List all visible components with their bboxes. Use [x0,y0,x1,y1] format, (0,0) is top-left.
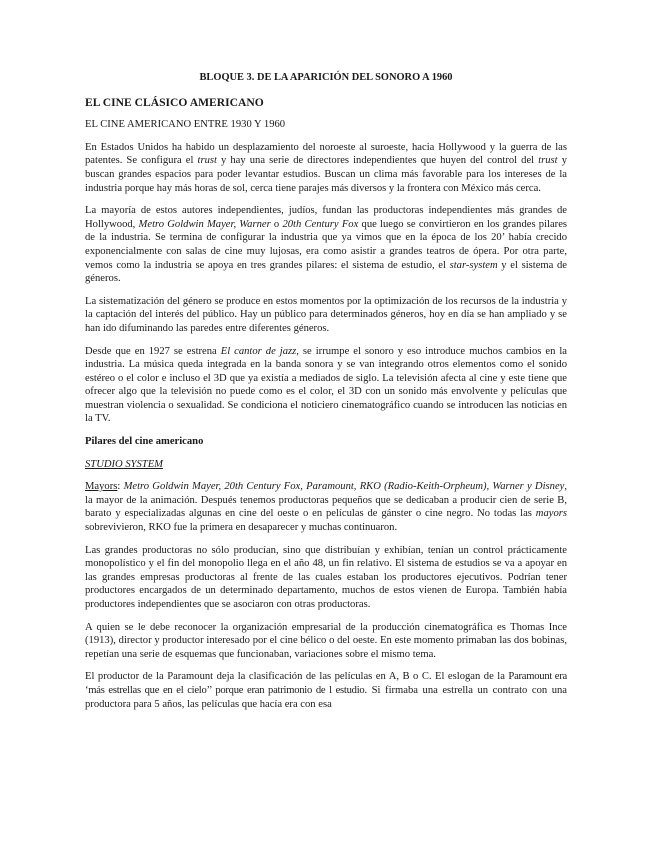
section-heading: EL CINE CLÁSICO AMERICANO [85,95,264,109]
paragraph-3 [85,295,567,336]
paragraph-8 [85,670,567,711]
p6-run-0: Las grandes productoras no sólo producían, sino que distribuían y exhibían, tenían un control prácticamente monopolístico y el fin del monopolio llega en el año 48, un fin relativo. El sistema de estudios se va a apoyar en las grandes empresas productoras al frente de las cuales estaban los productores ejecutivos. Podrían tener productores encargados de un determinado departamento, muchos de estos vienen de Europa. También había productores independientes que se asociaron con otras productoras. [85,544,567,610]
p3-run-0: La sistematización del género se produce en estos momentos por la optimización de los recursos de la industria y la captación del interés del público. Hay un público para determinados géneros, hoy en día se han ampliado y se han ido difuminando las paredes entre diferentes géneros. [85,295,567,334]
p5-run-5: sobrevivieron, RKO fue la primera en desaparecer y muchas continuaron. [85,522,398,534]
p1-run-0: En Estados Unidos ha habido un desplazamiento del noroeste al suroeste, hacia Hollywood y la guerra de las patentes. Se configura el [85,141,567,167]
p5-run-0: Mayors [85,481,118,493]
p1-run-3: trust [538,155,558,167]
p2-run-0: La mayoría de estos autores independientes, judíos, fundan las productoras independientes más grandes de Hollywood, [85,205,567,230]
p1-run-2: y hay una serie de directores independientes que huyen del control del [216,155,539,167]
p2-run-4: que luego se convirtieron en los grandes pilares de la industria. Se termina de configurar la industria que ya vimos que en la época de los 20’ había crecido exponencialmente con salas de cine muy lujosas, era como asistir a grandes teatros de ópera. Por otra parte, vemos como la industria se apoya en tres grandes pilares: el sistema de estudio, el [85,218,568,271]
document-title: BLOQUE 3. DE LA APARICIÓN DEL SONORO A 1960 [199,72,453,83]
p7-run-0: A quien se le debe reconocer la organización empresarial de la producción cinematográfica es Thomas Ince (1913), director y productor interesado por el cine bélico o del oeste. En este momento primaban las dos bobinas, repetían una serie de esquemas que funcionaban, variaciones sobre el mismo tema. [85,621,567,660]
studio-system-heading: STUDIO SYSTEM [85,458,163,470]
paragraph-4 [85,345,567,427]
paragraph-1 [85,141,567,195]
p8-run-0: El productor de la Paramount deja la clasificación de las películas en A, B o C. El eslogan de la [85,671,509,683]
p5-run-2: Metro Goldwin Mayer, 20th Century Fox, Paramount, RKO (Radio-Keith-Orpheum), Warner y Disney [123,481,565,493]
p4-run-1: El cantor de jazz [220,345,297,357]
p2-run-1: Metro Goldwin Mayer, Warner [138,218,271,230]
p2-run-5: star-system [449,259,498,271]
p1-run-1: trust [197,155,217,167]
p2-run-3: 20th Century Fox [282,218,359,230]
p4-run-2: , se irrumpe el sonoro y eso introduce muchos cambios en la industria. La música queda integrada en la banda sonora y se van integrando otros elementos como el sonido estéreo o el color e incluso el 3D que ya existía a mediados de siglo. La televisión afecta al cine y este tiene que ofrecer algo que la televisión no puede como es el color, el 3D con un sonido más envolvente y películas que muestran violencia o sexualidad. Se condiciona el noticiero cinematográfico cuando se introducen las noticias en la TV. [85,345,568,425]
paragraph-5 [85,480,567,534]
p8-run-2: . Si firmaba una estrella un contrato con una productora para 5 años, las películas que hacía era con esa [85,684,568,710]
p8-run-1: Paramount era ‘más estrellas que en el cielo’’ porque eran patrimonio de l estudio [85,671,567,696]
paragraph-6 [85,544,567,612]
paragraph-2 [85,204,567,286]
p5-run-3: , la mayor de la animación. Después tenemos productoras pequeños que se dedicaban a producir cien de serie B, barato y especializadas algunas en cine del oeste o en películas de gánster o cine negro. No todas las [85,481,567,520]
paragraph-7 [85,621,567,662]
pillars-heading: Pilares del cine americano [85,436,204,448]
p5-run-1: : [117,481,124,493]
document-body [85,71,567,720]
p4-run-0: Desde que en 1927 se estrena [85,345,221,357]
p1-run-4: y buscan grandes espacios para poder levantar estudios. Buscan un clima más favorable para los intereses de la industria porque hay más horas de sol, cerca tiene parajes más diversos y la frontera con México más cerca. [85,155,567,194]
p2-run-2: o [270,218,283,230]
p2-run-6: y el sistema de géneros. [85,259,567,285]
p5-run-4: mayors [535,508,567,520]
subsection-heading: EL CINE AMERICANO ENTRE 1930 Y 1960 [85,119,286,131]
